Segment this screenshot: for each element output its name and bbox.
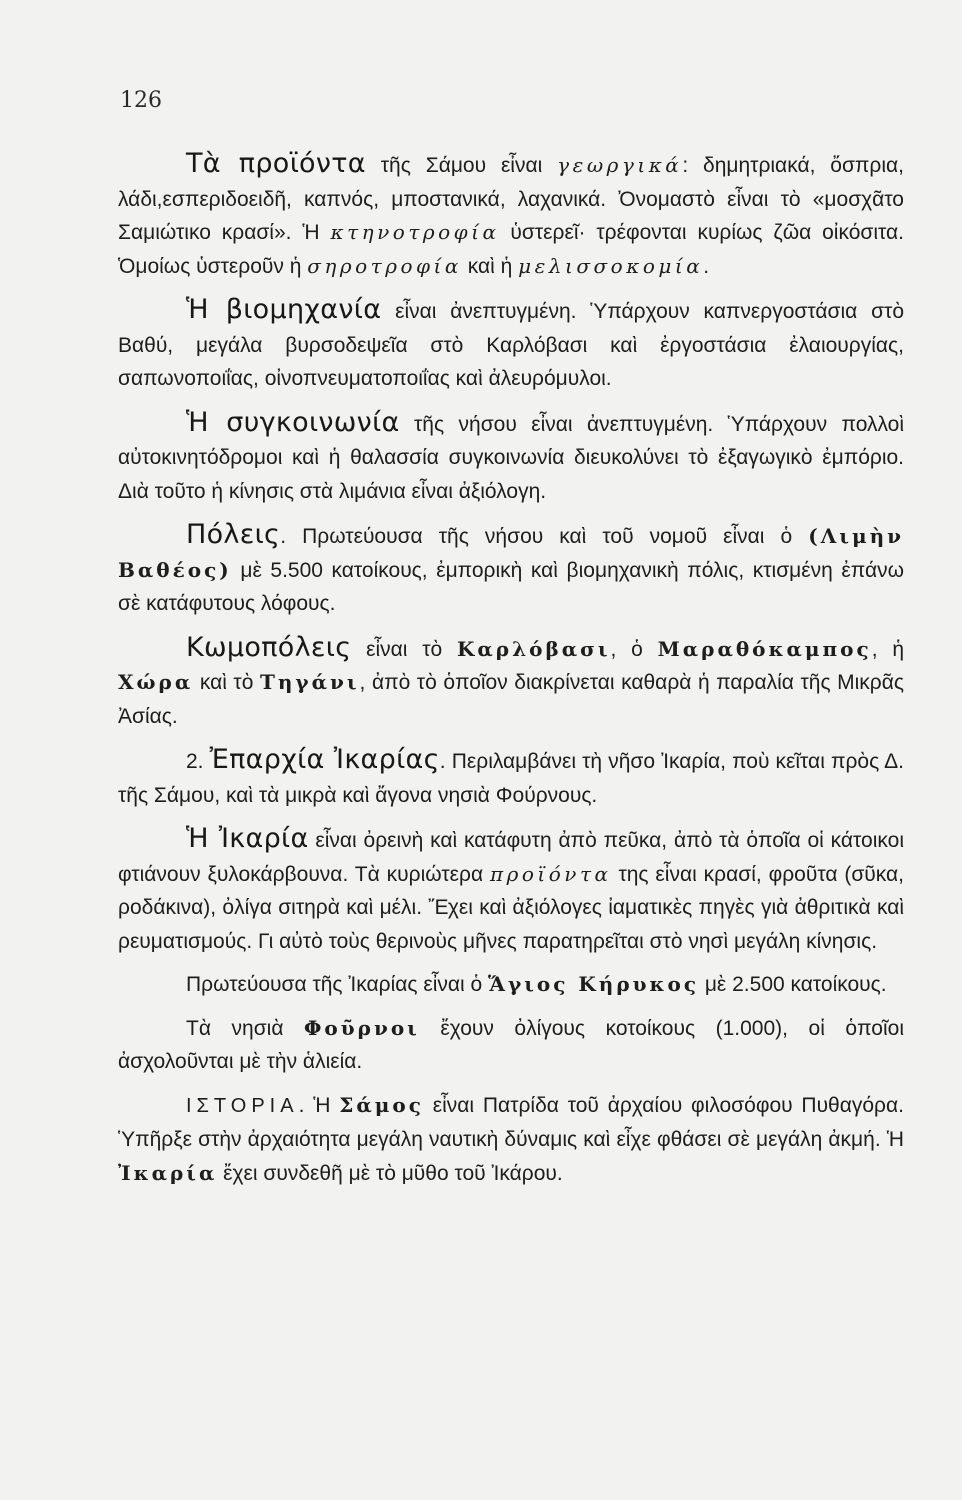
text-segment: : δημητριακά, ὄσπρια, λάδι,εσπεριδοειδῆ, καπνός, μποστανικά, λαχανικά. Ὀνομαστὸ εἶναι τὸ «μοσχᾶτο Σαμιώτικο κρασί». Ἡ bbox=[118, 154, 904, 244]
text-segment: Τὰ νησιὰ bbox=[186, 1016, 304, 1040]
place-limin-vatheos: (Λιμὴν Βαθέος) bbox=[118, 524, 904, 582]
text-segment: ἔχει συνδεθῆ μὲ τὸ μῦθο τοῦ Ἰκάρου. bbox=[217, 1161, 563, 1185]
text-segment: ἔχουν ὀλίγους κοτοίκους (1.000), οἱ ὁποῖοι ἀσχολοῦνται μὲ τὴν ἁλιεία. bbox=[118, 1016, 904, 1073]
paragraph-industry bbox=[118, 293, 904, 396]
text-segment: , ὁ bbox=[610, 637, 658, 661]
heading-ikaria-province: Ἐπαρχία Ἰκαρίας bbox=[209, 744, 440, 775]
heading-transport: Ἡ συγκοινωνία bbox=[186, 406, 400, 438]
text-segment: . Περιλαμβάνει τὴ νῆσο Ἰκαρία, ποὺ κεῖται πρὸς Δ. τῆς Σάμου, καὶ τὰ μικρὰ καὶ ἄγονα νησιὰ Φούρνους. bbox=[118, 750, 904, 807]
text-segment: μὲ 2.500 κατοίκους. bbox=[699, 973, 887, 996]
text-segment: τῆς Σάμου εἶναι bbox=[365, 154, 558, 177]
emphasis-sericulture: σηροτροφία bbox=[307, 253, 462, 278]
text-segment: καὶ ἡ bbox=[461, 254, 519, 278]
paragraph-history bbox=[118, 1089, 904, 1191]
paragraph-cities bbox=[118, 518, 904, 621]
paragraph-ikaria bbox=[118, 822, 904, 958]
text-segment: της εἶναι κρασί, φροῦτα (σῦκα, ροδάκινα), ὀλίγα σιτηρὰ καὶ μέλι. Ἔχει καὶ ἀξιόλογες ἰαματικὲς πηγὲς γιὰ ἀθριτικὰ καὶ ρευματισμούς. Γι αὐτὸ τοὺς θερινοὺς μῆνες παρατηρεῖται στὸ νησὶ μεγάλη κίνησις. bbox=[118, 862, 905, 953]
paragraph-samos-products bbox=[118, 147, 904, 283]
paragraph-fournoi bbox=[118, 1012, 904, 1079]
text-segment: τῆς νήσου εἶναι ἀνεπτυγμένη. Ὑπάρχουν πολλοὶ αὐτοκινητόδρομοι καὶ ἡ θαλασσία συγκοινωνία διευκολύνει τὸ ἐξαγωγικὸ ἐμπόριο. Διὰ τοῦτο ἡ κίνησις στὰ λιμάνια εἶναι ἀξιόλογη. bbox=[118, 412, 905, 503]
text-segment: . Πρωτεύουσα τῆς νήσου καὶ τοῦ νομοῦ εἶναι ὁ bbox=[280, 525, 809, 548]
emphasis-products: προϊόντα bbox=[489, 861, 612, 886]
text-segment: εἶναι Πατρίδα τοῦ ἀρχαίου φιλοσόφου Πυθαγόρα. Ὑπῆρξε στὴν ἀρχαιότητα μεγάλη ναυτικὴ δύναμις καὶ εἶχε φθάσει σὲ μεγάλη ἀκμή. Ἡ bbox=[118, 1093, 904, 1151]
emphasis-livestock: κτηνοτροφία bbox=[330, 220, 500, 244]
text-segment: , ἀπὸ τὸ ὁποῖον διακρίνεται καθαρὰ ἡ παραλία τῆς Μικρᾶς Ἀσίας. bbox=[118, 671, 905, 728]
heading-products: Τὰ προϊόντα bbox=[186, 148, 366, 179]
text-segment: μὲ 5.500 κατοίκους, ἐμπορικὴ καὶ βιομηχανικὴ πόλις, κτισμένη ἐπάνω σὲ κατάφυτους λόφους. bbox=[118, 558, 904, 615]
emphasis-beekeeping: μελισσοκομία bbox=[518, 253, 704, 278]
text-segment: , ἡ bbox=[871, 637, 904, 661]
emphasis-agricultural: γεωργικά bbox=[557, 153, 683, 177]
text-segment: . Ἡ bbox=[298, 1093, 340, 1117]
text-segment: εἶναι ὀρεινὴ καὶ κατάφυτη ἀπὸ πεῦκα, ἀπὸ τὰ ὁποῖα οἱ κάτοικοι φτιάνουν ξυλοκάρβουνα. Τὰ κυριώτερα bbox=[118, 829, 904, 886]
text-segment: ὑστερεῖ· τρέφονται κυρίως ζῶα οἰκόσιτα. Ὁμοίως ὑστεροῦν ἡ bbox=[118, 221, 904, 278]
text-segment: εἶναι τὸ bbox=[351, 637, 457, 661]
place-fournoi: Φοῦρνοι bbox=[304, 1015, 420, 1040]
place-karlovasi: Καρλόβασι bbox=[457, 636, 611, 661]
paragraph-ikaria-capital bbox=[118, 968, 904, 1002]
paragraph-transport bbox=[118, 406, 904, 509]
heading-towns: Κωμοπόλεις bbox=[186, 631, 352, 663]
place-samos: Σάμος bbox=[339, 1092, 424, 1117]
heading-ikaria: Ἡ Ἰκαρία bbox=[186, 823, 309, 854]
heading-cities: Πόλεις bbox=[186, 519, 281, 550]
text-segment: εἶναι ἀνεπτυγμένη. Ὑπάρχουν καπνεργοστάσια στὸ Βαθύ, μεγάλα βυρσοδεψεῖα στὸ Καρλόβασι καὶ ἐργοστάσια ἐλαιουργίας, σαπωνοποιΐας, οἰνοπνευματοποιΐας καὶ ἀλευρόμυλοι. bbox=[118, 300, 904, 390]
text-segment: καὶ τὸ bbox=[193, 671, 260, 694]
place-tigani: Τηγάνι bbox=[259, 670, 360, 694]
text-segment: . bbox=[703, 254, 710, 278]
place-agios-kirykos: Ἅγιος Κήρυκος bbox=[488, 972, 699, 996]
place-ikaria: Ἰκαρία bbox=[118, 1160, 218, 1185]
page-number: 126 bbox=[120, 88, 162, 113]
place-marathokampos: Μαραθόκαμπος bbox=[657, 636, 872, 661]
text-segment: Πρωτεύουσα τῆς Ἰκαρίας εἶναι ὁ bbox=[186, 973, 489, 996]
paragraph-ikaria-province bbox=[118, 743, 904, 812]
section-number: 2. bbox=[186, 750, 204, 773]
heading-history: ΙΣΤΟΡΙΑ bbox=[186, 1094, 299, 1117]
place-chora: Χώρα bbox=[118, 670, 194, 694]
paragraph-towns bbox=[118, 631, 904, 734]
heading-industry: Ἡ βιομηχανία bbox=[186, 294, 382, 325]
